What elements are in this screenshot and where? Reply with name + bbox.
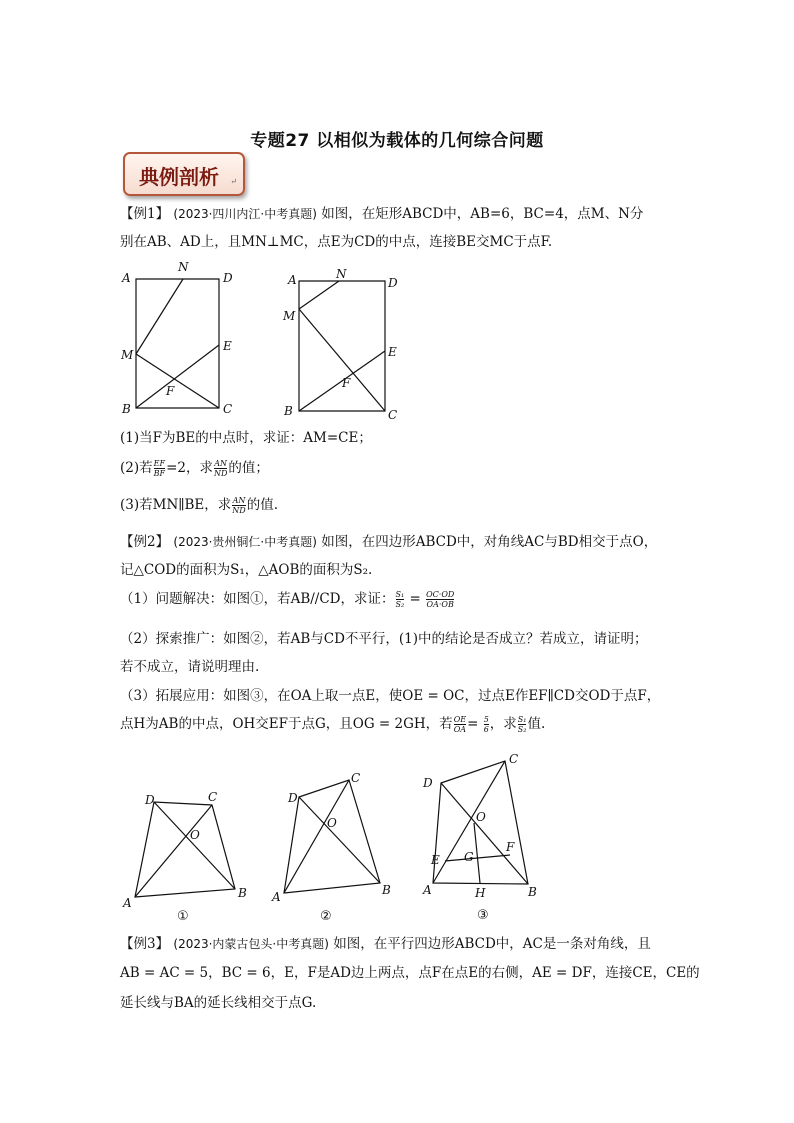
fig5-label-b: B bbox=[528, 885, 537, 899]
section-badge bbox=[123, 152, 245, 196]
fig2-label-n: N bbox=[336, 267, 347, 281]
ex1-q1: (1)当F为BE的中点时，求证：AM=CE； bbox=[120, 430, 372, 446]
fig5-diag-bd bbox=[441, 783, 528, 884]
ex3-line2: AB = AC = 5，BC = 6，E，F是AD边上两点，点F在点E的右侧，AE = DF，连接CE，CE的 bbox=[120, 965, 700, 981]
fig4-label-d: D bbox=[288, 791, 298, 805]
fig5-line-oh bbox=[474, 823, 480, 883]
fig1-label-e: E bbox=[223, 339, 232, 353]
ex2-p2-line1: （2）探索推广：如图②，若AB与CD不平行，(1)中的结论是否成立？若成立，请证明； bbox=[120, 631, 648, 647]
ex2-source: (2023·贵州铜仁·中考真题) bbox=[173, 535, 317, 549]
ex2-p3-frac-5-6: $\frac{5}{6}$ bbox=[483, 715, 489, 734]
fig3-label-d: D bbox=[145, 793, 155, 807]
fig3-label-c: C bbox=[208, 790, 218, 804]
ex1-q2-mid: =2，求 bbox=[166, 460, 213, 476]
ex2-p1-frac-s1-s2: $\frac{\text{S₁}}{\text{S₂}}$ bbox=[395, 590, 405, 609]
fig3-caption: ① bbox=[177, 909, 189, 924]
fig4-caption: ② bbox=[320, 909, 332, 924]
ex2-line2: 记△COD的面积为S₁，△AOB的面积为S₂. bbox=[120, 562, 373, 578]
fig4-label-b: B bbox=[382, 883, 391, 897]
fig4-diag-bd bbox=[299, 797, 380, 883]
fig2-label-c: C bbox=[388, 408, 398, 422]
ex2-tag: 【例2】 bbox=[120, 534, 170, 550]
fig1-label-b: B bbox=[122, 402, 131, 416]
fig1-label-d: D bbox=[223, 271, 233, 285]
fig2-label-e: E bbox=[388, 345, 397, 359]
fig3-label-o: O bbox=[190, 828, 200, 842]
fig5-label-a: A bbox=[423, 883, 432, 897]
figure-circle-2 bbox=[270, 770, 410, 925]
fig2-label-f: F bbox=[342, 376, 351, 390]
figure-1 bbox=[118, 258, 248, 418]
fig3-quad bbox=[135, 802, 235, 897]
ex1-tag: 【例1】 bbox=[120, 206, 170, 222]
figure-2 bbox=[282, 262, 412, 422]
ex1-line1 bbox=[120, 205, 680, 223]
ex3-text1: 如图，在平行四边形ABCD中，AC是一条对角线，且 bbox=[333, 936, 651, 952]
ex2-p3-frac-s1-s2: $\frac{\text{S₁}}{\text{S₂}}$ bbox=[517, 715, 527, 734]
fig4-label-a: A bbox=[272, 890, 281, 904]
ex1-text1: 如图，在矩形ABCD中，AB=6，BC=4，点M、N分 bbox=[321, 206, 644, 222]
fig5-label-e: E bbox=[431, 853, 440, 867]
page-title: 专题27 以相似为载体的几何综合问题 bbox=[250, 131, 544, 151]
ex2-line1 bbox=[120, 533, 680, 551]
fig5-diag-ac bbox=[433, 761, 505, 883]
fig5-caption: ③ bbox=[477, 908, 489, 923]
return-mark-icon: ↵ bbox=[230, 177, 237, 186]
badge-label: 典例剖析 bbox=[139, 165, 219, 189]
ex2-text1: 如图，在四边形ABCD中，对角线AC与BD相交于点O， bbox=[321, 534, 658, 550]
fig2-label-b: B bbox=[284, 404, 293, 418]
fig2-label-a: A bbox=[288, 273, 297, 287]
ex2-p1-frac-oc-od: $\frac{OC\cdot OD}{OA\cdot OB}$ bbox=[426, 590, 455, 609]
ex2-p3-pre: 点H为AB的中点，OH交EF于点G，且OG = 2GH，若 bbox=[120, 716, 453, 732]
ex3-line3: 延长线与BA的延长线相交于点G. bbox=[120, 995, 317, 1011]
ex1-q3-frac-an-nd: $\frac{AN}{ND}$ bbox=[232, 496, 246, 515]
fig1-label-c: C bbox=[223, 402, 233, 416]
fig4-label-c: C bbox=[351, 771, 361, 785]
fig1-line-be bbox=[136, 345, 219, 408]
figure-circle-1 bbox=[115, 785, 260, 925]
fig5-label-c: C bbox=[509, 752, 519, 766]
fig4-quad bbox=[284, 780, 380, 893]
ex1-q2-frac-an-nd: $\frac{AN}{ND}$ bbox=[213, 459, 228, 478]
ex1-q3 bbox=[120, 496, 680, 520]
fig2-line-mn bbox=[299, 281, 339, 309]
fig1-label-a: A bbox=[122, 271, 131, 285]
ex3-source: (2023·内蒙古包头·中考真题) bbox=[173, 937, 329, 951]
ex3-tag: 【例3】 bbox=[120, 936, 170, 952]
fig1-line-mn bbox=[136, 279, 183, 354]
fig5-label-h: H bbox=[475, 886, 486, 900]
ex1-q3-post: 的值. bbox=[246, 497, 278, 513]
fig3-diag-ac bbox=[135, 805, 212, 897]
fig1-label-n: N bbox=[178, 260, 189, 274]
fig1-label-f: F bbox=[166, 384, 175, 398]
ex1-q2 bbox=[120, 459, 680, 483]
fig5-label-d: D bbox=[423, 776, 433, 790]
ex2-p1-pre: （1）问题解决：如图①，若AB//CD，求证： bbox=[120, 591, 395, 607]
ex2-p3-line2 bbox=[120, 715, 680, 741]
ex2-p1: （1）问题解决：如图①，若AB//CD，求证： $\frac{\text{S₁}}{\text{S₂}}$ = $\frac{OC\cdot OD}{OA\cdot OB}$ bbox=[120, 590, 455, 609]
ex2-p3-post: 值. bbox=[527, 716, 546, 732]
ex2-p3-mid: ，求 bbox=[489, 716, 517, 732]
fig1-line-mc bbox=[136, 354, 219, 408]
ex1-q2-frac-ef-bf: $\frac{EF}{BF}$ bbox=[153, 459, 166, 478]
fig3-label-a: A bbox=[123, 896, 132, 910]
ex1-q2-post: 的值； bbox=[228, 460, 269, 476]
fig5-label-g: G bbox=[464, 850, 474, 864]
fig5-label-f: F bbox=[506, 840, 515, 854]
fig4-label-o: O bbox=[327, 816, 337, 830]
ex2-p3-frac-oe-oa: $\frac{OE}{OA}$ bbox=[453, 715, 467, 734]
fig2-label-d: D bbox=[388, 276, 398, 290]
ex1-source: (2023·四川内江·中考真题) bbox=[173, 207, 317, 221]
figure-circle-3 bbox=[418, 748, 558, 926]
fig3-label-b: B bbox=[238, 886, 247, 900]
ex1-q3-pre: (3)若MN∥BE，求 bbox=[120, 497, 232, 513]
fig2-label-m: M bbox=[283, 309, 296, 323]
ex1-q2-pre: (2)若 bbox=[120, 460, 153, 476]
fig5-label-o: O bbox=[476, 810, 486, 824]
fig1-rect bbox=[136, 279, 219, 408]
fig1-label-m: M bbox=[121, 348, 134, 362]
ex3-line1 bbox=[120, 935, 680, 953]
ex2-p2-line2: 若不成立，请说明理由. bbox=[120, 659, 260, 675]
ex2-p3-line1: （3）拓展应用：如图③，在OA上取一点E，使OE = OC，过点E作EF∥CD交OD于点F， bbox=[120, 688, 661, 704]
ex2-p3-eq: = bbox=[467, 716, 483, 732]
ex1-line2: 别在AB、AD上，且MN⊥MC，点E为CD的中点，连接BE交MC于点F. bbox=[120, 234, 553, 250]
